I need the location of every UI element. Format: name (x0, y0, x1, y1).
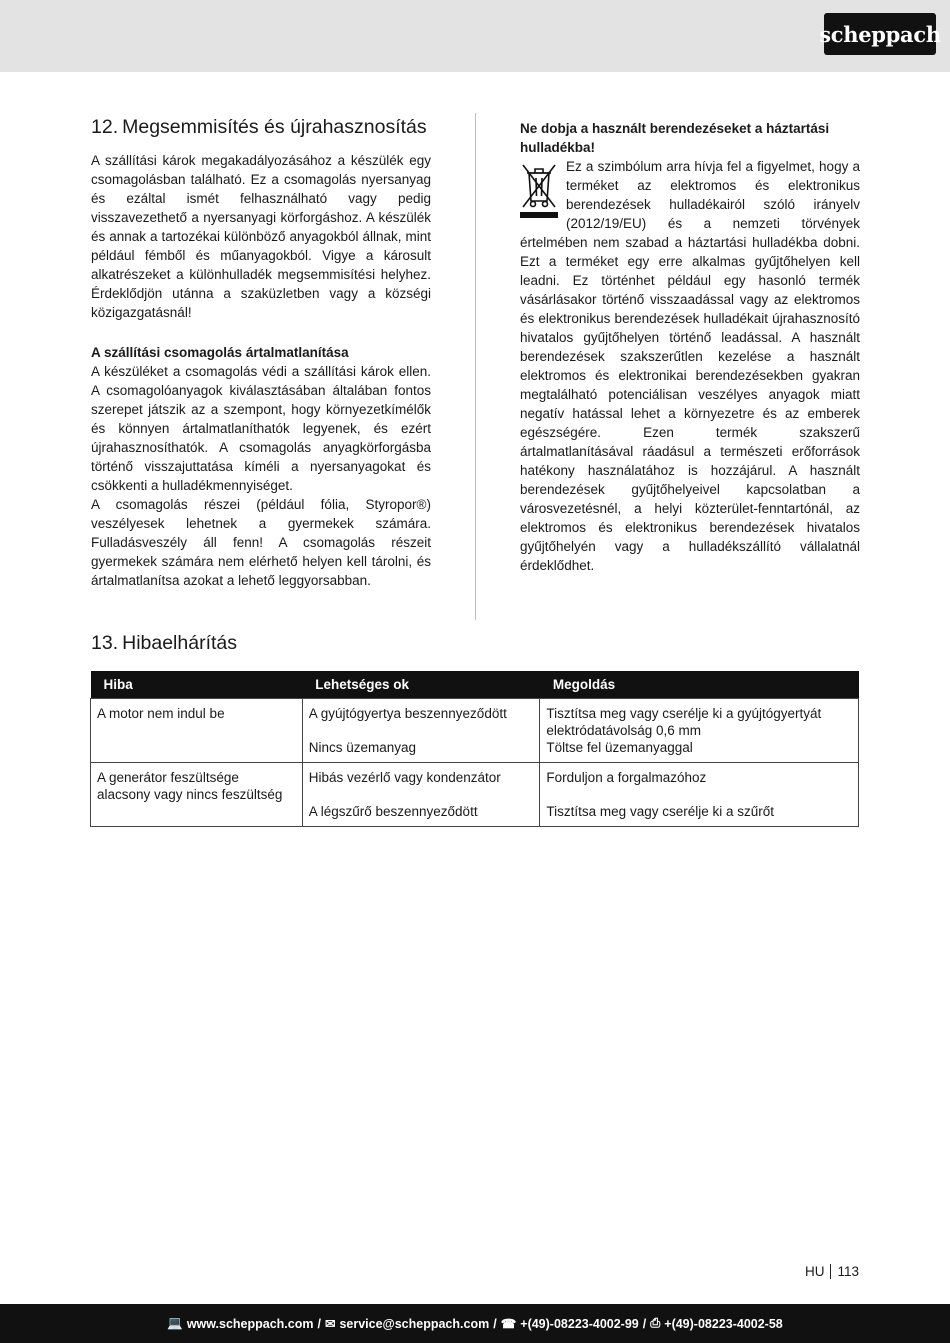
fault-text: A generátor feszültsége (97, 769, 239, 785)
column-header-fault: Hiba (91, 671, 303, 698)
crossed-bin-icon (520, 161, 558, 219)
section-13-title (91, 630, 237, 656)
remedy-cell (540, 762, 859, 826)
remedy-text: Tisztítsa meg vagy cserélje ki a szűrőt (546, 803, 774, 819)
footer-separator: / (317, 1316, 321, 1331)
column-divider (475, 113, 476, 620)
table-header-row (91, 671, 859, 698)
mail-icon: ✉ (324, 1317, 336, 1331)
footer-email[interactable]: service@scheppach.com (339, 1316, 490, 1331)
phone-icon: ☎ (500, 1317, 517, 1331)
packaging-paragraph-2: A csomagolás részei (például fólia, Styropor®) veszélyesek lehetnek a gyermekek számára. Fulladásveszély áll fenn! A csomagolás részeit gyermekek számára nem elérhető helyen kell tárolni, és ártalmatlanítsa azokat a lehető leggyorsabban. (91, 497, 431, 588)
remedy-text: Töltse fel üzemanyaggal (546, 739, 693, 755)
column-header-remedy: Megoldás (540, 671, 859, 698)
footer-fax: +(49)-08223-4002-58 (664, 1316, 783, 1331)
cause-cell (302, 762, 540, 826)
fault-text: A motor nem indul be (97, 705, 225, 721)
remedy-text: Forduljon a forgalmazóhoz (546, 769, 707, 785)
section-12-left-column (91, 114, 431, 590)
footer-separator: / (642, 1316, 647, 1331)
cause-text: Nincs üzemanyag (308, 739, 417, 755)
section-12-title-text: Megsemmisítés és újrahasznosítás (122, 116, 427, 138)
weee-paragraph: Ez a szimbólum arra hívja fel a figyelmet, hogy a terméket az elektromos és elektronikus berendezések hulladékairól szóló irányelv (2012/19/EU) és a nemzeti törvények értelmében nem szabad a háztartási hulladékba dobni. Ezt a terméket egy erre alkalmas gyűjtőhelyen kell leadni. Ez történhet például egy hasonló termék vásárlásakor történő visszaadással vagy az elektromos és elektronikus berendezések hulladékait újrahasznosító hivatalos gyűjtőhelyen történő leadással. A használt berendezések szakszerűtlen kezelése a használt elektromos és elektronikai berendezésekben gyakran megtalálható potenciálisan veszélyes anyagok miatt negatív hatással lehet a környezetre és az emberek egészségére. Ezen termék szakszerű ártalmatlanításával ráadásul a természeti erőforrások hatékony használatához is hozzájárul. A használt berendezések gyűjtőhelyeivel kapcsolatban a városvezetésnél, a helyi közterület-fenntartónál, az elektromos és elektronikus berendezések hivatalos gyűjtőhelyén vagy a hulladékszállító vállalatnál érdeklődhet. (520, 159, 860, 573)
weee-heading: Ne dobja a használt berendezéseket a háztartási hulladékba! (520, 121, 830, 155)
computer-icon: 💻 (167, 1316, 183, 1330)
fax-icon: ⎙ (650, 1316, 661, 1330)
page-language: HU (804, 1264, 825, 1279)
fault-cell (91, 762, 303, 826)
fault-text: alacsony vagy nincs feszültség (97, 786, 283, 802)
fault-cell (91, 698, 303, 762)
footer-phone: +(49)-08223-4002-99 (520, 1316, 639, 1331)
page-number-value: 113 (837, 1264, 859, 1279)
disposal-intro-paragraph: A szállítási károk megakadályozásához a készülék egy csomagolásban található. Ez a csomagolás nyersanyag és ezáltal ismét felhasználható vagy pedig visszavezethető a nyersanyagi körforgáshoz. A készülék és annak a tartozékai különböző anyagokból állnak, mint például fémből és műanyagokból. Vigye a károsult alkatrészeket a különhulladék megsemmisítési helyhez. Érdeklődjön utánna a szaküzletben vagy a községi közigazgatásnál! (91, 153, 431, 320)
remedy-text: elektródatávolság 0,6 mm (546, 722, 701, 738)
cause-text: Hibás vezérlő vagy kondenzátor (308, 769, 501, 785)
contact-footer (0, 1304, 950, 1343)
packaging-paragraph-1: A készüléket a csomagolás védi a szállítási károk ellen. A csomagolóanyagok kiválasztásában általában fontos szerepet játszik az a szempont, hogy környezetkímélők és könnyen ártalmatlaníthatók legyenek, és ezért újrahasznosíthatók. A csomagolás anyagkörforgásba történő visszajuttatása kíméli a nyersanyagokat és csökkenti a hulladékmennyiséget. (91, 364, 431, 493)
table-row (91, 698, 859, 762)
remedy-cell (540, 698, 859, 762)
page-number (805, 1264, 859, 1279)
page-number-divider (830, 1264, 831, 1279)
remedy-text: Tisztítsa meg vagy cserélje ki a gyújtógyertyát (546, 705, 822, 721)
section-12-title (91, 114, 431, 140)
section-13-title-text: Hibaelhárítás (122, 632, 238, 654)
troubleshooting-table (90, 671, 859, 827)
footer-separator: / (493, 1316, 497, 1331)
cause-text: A gyújtógyertya beszennyeződött (308, 705, 507, 721)
packaging-heading: A szállítási csomagolás ártalmatlanítása (91, 345, 349, 360)
cause-text: A légszűrő beszennyeződött (308, 803, 478, 819)
table-row (91, 762, 859, 826)
cause-cell (302, 698, 540, 762)
header-band (0, 0, 950, 72)
column-header-cause: Lehetséges ok (302, 671, 540, 698)
footer-website[interactable]: www.scheppach.com (186, 1316, 314, 1331)
section-13-number: 13. (91, 632, 119, 654)
section-12-right-column (520, 119, 860, 575)
section-12-number: 12. (91, 116, 119, 138)
brand-logo: scheppach (824, 13, 936, 55)
